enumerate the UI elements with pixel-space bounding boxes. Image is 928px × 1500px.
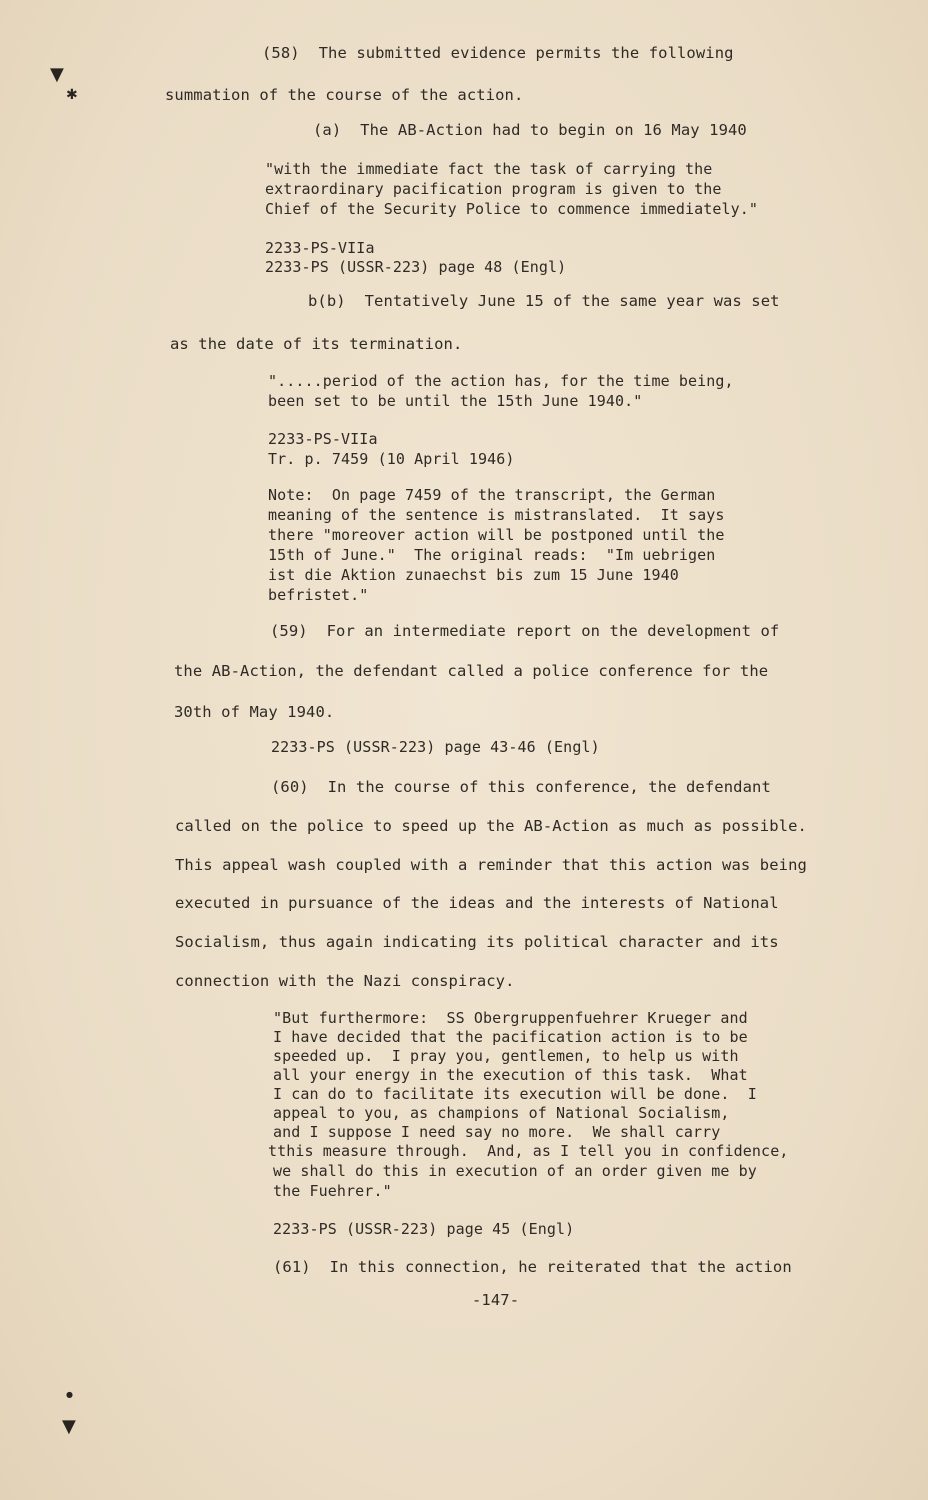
quote-60-line-2: I have decided that the pacification action is to be — [273, 1028, 748, 1046]
citation-b-2: Tr. p. 7459 (10 April 1946) — [268, 450, 515, 468]
quote-a-line-1: "with the immediate fact the task of carrying the — [265, 160, 713, 178]
note-line-6: befristet." — [268, 586, 369, 604]
citation-a-2: 2233-PS (USSR-223) page 48 (Engl) — [265, 258, 567, 276]
quote-60-line-3: speeded up. I pray you, gentlemen, to help us with — [273, 1047, 739, 1065]
quote-60-line-5: I can do to facilitate its execution will be done. I — [273, 1085, 757, 1103]
note-line-2: meaning of the sentence is mistranslated. It says — [268, 506, 725, 524]
note-line-4: 15th of June." The original reads: "Im uebrigen — [268, 546, 716, 564]
paragraph-59-line-2: the AB-Action, the defendant called a police conference for the — [174, 662, 769, 680]
punch-hole-mark-icon: ▼ — [50, 64, 64, 85]
dot-mark-icon: ● — [66, 1390, 73, 1399]
citation-a-1: 2233-PS-VIIa — [265, 239, 375, 257]
paragraph-59-line-3: 30th of May 1940. — [174, 703, 335, 721]
quote-b-line-2: been set to be until the 15th June 1940." — [268, 392, 643, 410]
quote-60-line-7: and I suppose I need say no more. We shall carry — [273, 1123, 721, 1141]
citation-b-1: 2233-PS-VIIa — [268, 430, 378, 448]
paragraph-60-line-2: called on the police to speed up the AB-Action as much as possible. — [175, 817, 807, 835]
item-a-heading: (a) The AB-Action had to begin on 16 May 1940 — [313, 121, 747, 139]
note-line-1: Note: On page 7459 of the transcript, the German — [268, 486, 716, 504]
star-mark-icon: ✱ — [66, 87, 78, 103]
paragraph-58-line-2: summation of the course of the action. — [165, 86, 524, 104]
paragraph-59-line-1: (59) For an intermediate report on the development of — [270, 622, 780, 640]
quote-60-line-1: "But furthermore: SS Obergruppenfuehrer Krueger and — [273, 1009, 748, 1027]
quote-b-line-1: ".....period of the action has, for the time being, — [268, 372, 734, 390]
paragraph-58-line-1: (58) The submitted evidence permits the following — [262, 44, 734, 62]
note-line-5: ist die Aktion zunaechst bis zum 15 June 1940 — [268, 566, 679, 584]
paragraph-60-line-4: executed in pursuance of the ideas and the interests of National — [175, 894, 779, 912]
citation-60: 2233-PS (USSR-223) page 45 (Engl) — [273, 1220, 575, 1238]
paragraph-60-line-6: connection with the Nazi conspiracy. — [175, 972, 515, 990]
quote-60-line-6: appeal to you, as champions of National Socialism, — [273, 1104, 730, 1122]
paragraph-60-line-5: Socialism, thus again indicating its political character and its — [175, 933, 779, 951]
paragraph-60-line-1: (60) In the course of this conference, the defendant — [271, 778, 771, 796]
quote-60-line-9: we shall do this in execution of an order given me by — [273, 1162, 757, 1180]
note-line-3: there "moreover action will be postponed until the — [268, 526, 725, 544]
quote-60-line-4: all your energy in the execution of this task. What — [273, 1066, 748, 1084]
quote-a-line-2: extraordinary pacification program is given to the — [265, 180, 722, 198]
punch-hole-mark-icon-bottom: ▼ — [62, 1416, 76, 1437]
paragraph-60-line-3: This appeal wash coupled with a reminder that this action was being — [175, 856, 807, 874]
item-b-heading: b(b) Tentatively June 15 of the same year was set — [308, 292, 780, 310]
citation-59: 2233-PS (USSR-223) page 43-46 (Engl) — [271, 738, 600, 756]
quote-60-line-8: tthis measure through. And, as I tell you in confidence, — [268, 1142, 789, 1160]
paragraph-61-line-1: (61) In this connection, he reiterated that the action — [273, 1258, 792, 1276]
item-b-line-2: as the date of its termination. — [170, 335, 463, 353]
page-number: -147- — [472, 1291, 520, 1309]
quote-60-line-10: the Fuehrer." — [273, 1182, 392, 1200]
quote-a-line-3: Chief of the Security Police to commence immediately." — [265, 200, 759, 218]
